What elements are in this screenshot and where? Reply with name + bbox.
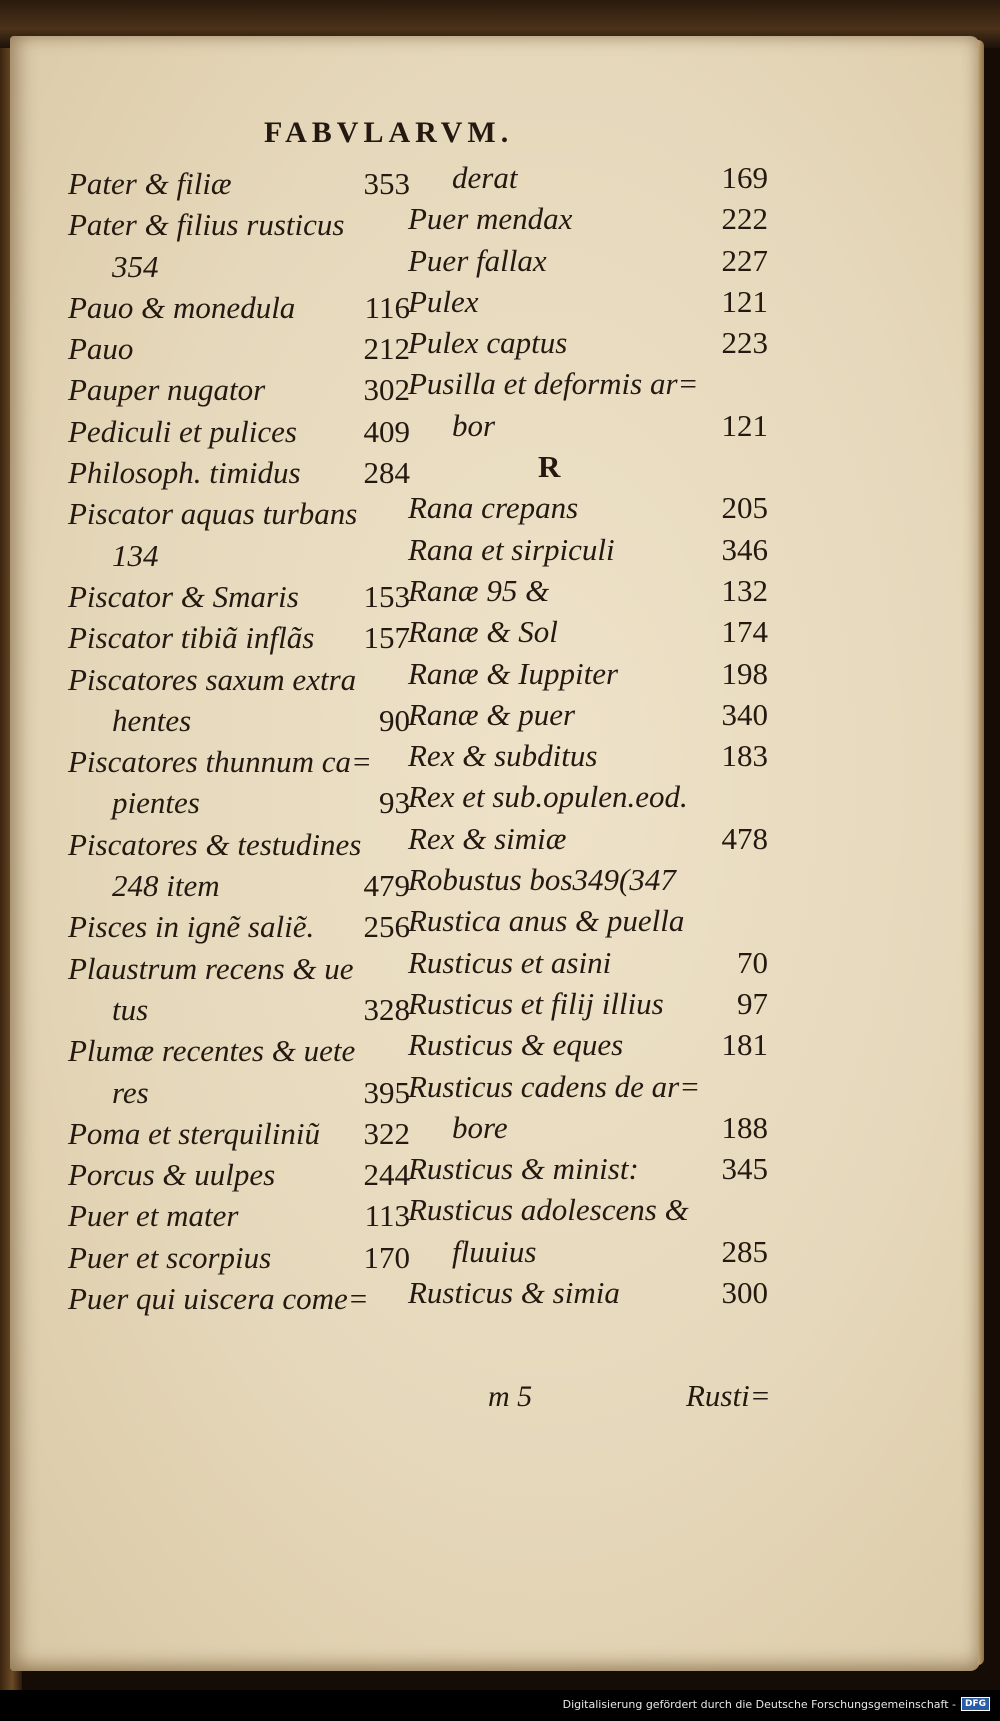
entry-title: Pisces in ignẽ saliẽ. [68, 909, 315, 945]
index-entry [408, 241, 768, 282]
entry-title: Poma et sterquiliniũ [68, 1115, 320, 1151]
index-entry [408, 1025, 768, 1066]
entry-title: Plaustrum recens & ue [68, 950, 354, 986]
entry-title: res [112, 1074, 149, 1110]
entry-page-number: 188 [721, 1109, 768, 1145]
index-entry [408, 488, 768, 529]
entry-title: Rusticus adolescens & [408, 1192, 689, 1228]
entry-page-number: 256 [363, 909, 410, 945]
entry-title: 248 item [112, 868, 220, 904]
entry-title: Rex & simiæ [408, 820, 567, 856]
entry-title: Pulex captus [408, 325, 568, 361]
entry-title: Rusticus & simia [408, 1275, 620, 1311]
index-entry [68, 1073, 410, 1114]
entry-page-number: 300 [721, 1275, 768, 1311]
entry-page-number: 284 [363, 455, 410, 491]
index-entry [408, 1108, 768, 1149]
index-entry [408, 901, 768, 942]
entry-title: Rana crepans [408, 490, 579, 526]
entry-page-number: 121 [721, 283, 768, 319]
entry-title: Puer et scorpius [68, 1239, 272, 1275]
entry-title: pientes [112, 785, 200, 821]
entry-page-number: 345 [721, 1151, 768, 1187]
entry-page-number: 97 [737, 985, 768, 1021]
entry-title: Pusilla et deformis ar= [408, 366, 699, 402]
entry-page-number: 198 [721, 655, 768, 691]
entry-page-number: 222 [721, 201, 768, 237]
entry-title: Puer qui uiscera come= [68, 1281, 369, 1317]
index-entry [68, 1238, 410, 1279]
entry-title: Rana et sirpiculi [408, 531, 615, 567]
entry-title: Rex & subditus [408, 738, 598, 774]
entry-page-number: 183 [721, 738, 768, 774]
entry-page-number: 302 [363, 372, 410, 408]
index-entry [68, 164, 410, 205]
index-entry [408, 736, 768, 777]
entry-title: Piscatores thunnum ca= [68, 744, 372, 780]
index-entry [68, 494, 410, 535]
entry-page-number: 395 [363, 1074, 410, 1110]
catchword: Rusti= [686, 1378, 771, 1413]
index-entry [68, 577, 410, 618]
index-entry [408, 406, 768, 447]
entry-title: derat [452, 160, 518, 195]
entry-page-number: 205 [721, 490, 768, 526]
entry-title: Puer et mater [68, 1198, 239, 1234]
entry-title: Rex et sub.opulen.eod. [408, 779, 688, 815]
index-entry [68, 1031, 410, 1072]
index-entry [408, 199, 768, 240]
index-entry [408, 1149, 768, 1190]
index-entry [68, 618, 410, 659]
index-entry [408, 447, 768, 488]
index-entry [68, 907, 410, 948]
index-entry [408, 984, 768, 1025]
entry-page-number: 116 [364, 289, 410, 325]
entry-title: Pauo [68, 331, 134, 367]
entry-page-number: 227 [721, 242, 768, 278]
entry-title: Ranæ & puer [408, 696, 576, 732]
entry-title: Puer mendax [408, 201, 573, 237]
index-entry [408, 1232, 768, 1273]
index-entry [68, 1196, 410, 1237]
index-entry [408, 1067, 768, 1108]
entry-page-number: 353 [363, 166, 410, 201]
index-entry [68, 825, 410, 866]
index-entry [408, 158, 768, 199]
entry-title: Rusticus et asini [408, 944, 612, 980]
entry-title: Ranæ & Sol [408, 614, 558, 650]
index-entry [408, 571, 768, 612]
index-column-left [68, 164, 410, 1320]
entry-title: fluuius [452, 1233, 537, 1269]
entry-title: bor [452, 407, 496, 443]
entry-title: hentes [112, 702, 192, 738]
index-entry [68, 412, 410, 453]
entry-title: Rusticus cadens de ar= [408, 1068, 701, 1104]
entry-title: Piscatores saxum extra [68, 661, 357, 697]
entry-page-number: 121 [721, 407, 768, 443]
entry-page-number: 478 [721, 820, 768, 856]
index-entry [408, 1273, 768, 1314]
signature-mark: m 5 [488, 1380, 533, 1413]
index-entry [68, 1114, 410, 1155]
credit-text: Digitalisierung gefördert durch die Deutsche Forschungsgemeinschaft - [562, 1697, 956, 1711]
entry-title: Pulex [408, 283, 479, 319]
entry-title: Plumæ recentes & uete [68, 1033, 356, 1069]
digitization-credit [563, 1697, 990, 1711]
entry-title: Rusticus & eques [408, 1027, 624, 1063]
index-entry [408, 777, 768, 818]
index-entry [68, 990, 410, 1031]
entry-title: Rusticus et filij illius [408, 985, 664, 1021]
entry-title: Piscator tibiã inflãs [68, 620, 315, 656]
entry-page-number: 322 [363, 1115, 410, 1151]
entry-title: Ranæ & Iuppiter [408, 655, 619, 691]
index-entry [408, 1190, 768, 1231]
index-entry [408, 943, 768, 984]
entry-page-number: 346 [721, 531, 768, 567]
entry-title: Pauo & monedula [68, 289, 296, 325]
index-entry [408, 282, 768, 323]
entry-title: Philosoph. timidus [68, 455, 301, 491]
entry-page-number: 170 [363, 1239, 410, 1275]
entry-title: Piscatores & testudines [68, 826, 362, 862]
entry-title: Rustica anus & puella [408, 903, 685, 939]
entry-title: 134 [112, 537, 159, 573]
entry-page-number: 223 [721, 325, 768, 361]
index-column-right [408, 158, 768, 1314]
index-entry [408, 364, 768, 405]
entry-title: R [538, 449, 561, 485]
entry-page-number: 212 [363, 331, 410, 367]
entry-page-number: 113 [364, 1198, 410, 1234]
entry-title: Ranæ 95 & [408, 572, 550, 608]
index-entry [408, 695, 768, 736]
entry-page-number: 132 [721, 572, 768, 608]
index-entry [68, 453, 410, 494]
entry-page-number: 174 [721, 614, 768, 650]
entry-page-number: 169 [721, 160, 768, 195]
index-entry [68, 329, 410, 370]
entry-title: 354 [112, 248, 159, 284]
index-entry [68, 701, 410, 742]
index-entry [408, 612, 768, 653]
entry-page-number: 153 [363, 578, 410, 614]
running-heading: FABVLARVM. [264, 116, 514, 149]
entry-title: Pediculi et pulices [68, 413, 297, 449]
index-entry [408, 819, 768, 860]
index-entry [68, 660, 410, 701]
page-edge [978, 40, 984, 1665]
index-entry [68, 247, 410, 288]
entry-title: Porcus & uulpes [68, 1157, 276, 1193]
entry-page-number: 328 [363, 991, 410, 1027]
entry-page-number: 181 [721, 1027, 768, 1063]
entry-page-number: 409 [363, 413, 410, 449]
dfg-logo: DFG [961, 1697, 990, 1711]
entry-page-number: 70 [737, 944, 768, 980]
index-entry [68, 370, 410, 411]
entry-page-number: 90 [379, 702, 410, 738]
entry-page-number: 244 [363, 1157, 410, 1193]
entry-page-number: 340 [721, 696, 768, 732]
index-entry [68, 288, 410, 329]
entry-title: Pater & filiæ [68, 166, 232, 201]
entry-title: Rusticus & minist: [408, 1151, 639, 1187]
index-entry [68, 949, 410, 990]
entry-title: Pauper nugator [68, 372, 266, 408]
index-entry [68, 1155, 410, 1196]
entry-title: Puer fallax [408, 242, 547, 278]
entry-page-number: 285 [721, 1233, 768, 1269]
index-entry [68, 205, 410, 246]
index-entry [68, 866, 410, 907]
entry-title: Robustus bos349(347 [408, 862, 676, 898]
entry-page-number: 157 [363, 620, 410, 656]
index-entry [68, 783, 410, 824]
entry-page-number: 479 [363, 868, 410, 904]
entry-title: Piscator & Smaris [68, 578, 299, 614]
entry-title: bore [452, 1109, 508, 1145]
index-entry [408, 323, 768, 364]
entry-title: tus [112, 991, 149, 1027]
index-entry [68, 742, 410, 783]
index-entry [408, 860, 768, 901]
entry-title: Pater & filius rusticus [68, 207, 345, 243]
entry-title: Piscator aquas turbans [68, 496, 358, 532]
entry-page-number: 93 [379, 785, 410, 821]
index-entry [408, 530, 768, 571]
index-entry [408, 654, 768, 695]
index-entry [68, 1279, 410, 1320]
index-entry [68, 536, 410, 577]
